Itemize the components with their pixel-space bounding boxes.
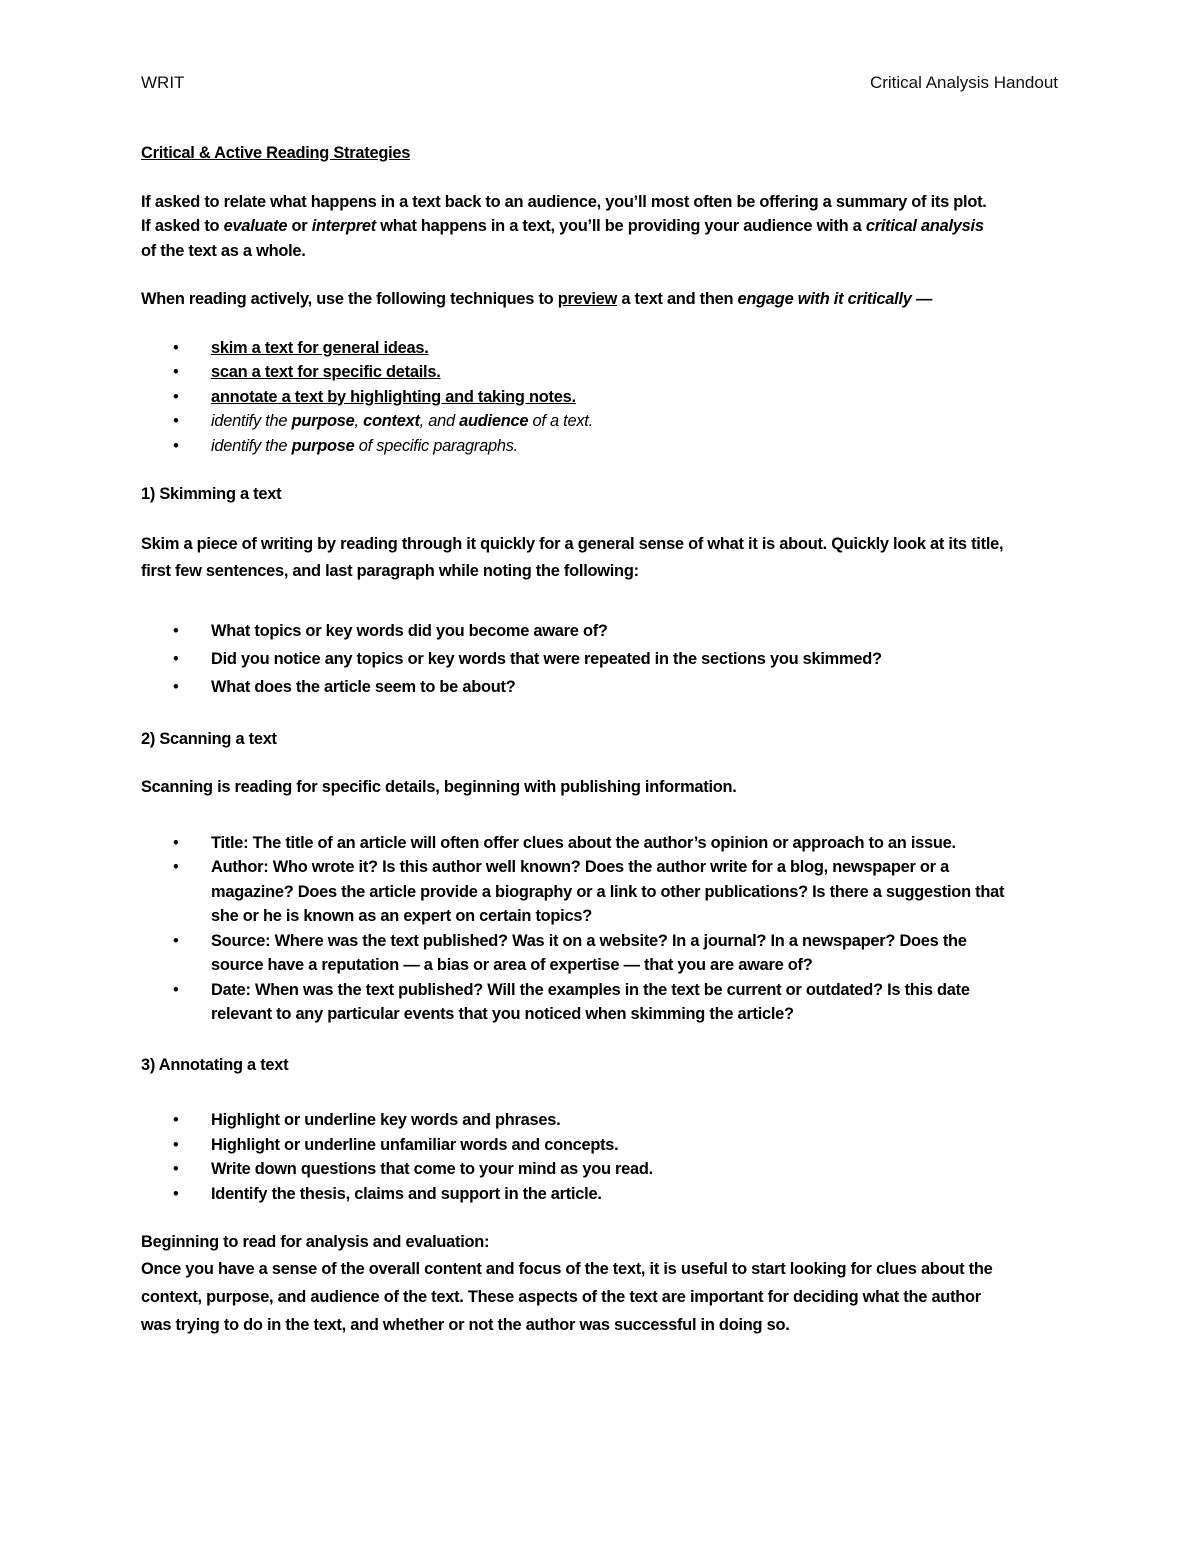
intro-line-3: of the text as a whole. (141, 241, 306, 260)
section-heading-annotating: 3) Annotating a text (141, 1055, 289, 1074)
list-item: • Identify the thesis, claims and support in the article. (173, 1184, 602, 1203)
section-heading-analysis: Beginning to read for analysis and evaluation: (141, 1233, 490, 1251)
list-item: • Highlight or underline key words and phrases. (173, 1111, 561, 1129)
scanning-paragraph: Scanning is reading for specific details, beginning with publishing information. (141, 778, 737, 796)
list-item: • Title: The title of an article will often offer clues about the author’s opinion or approach to an issue. (173, 833, 956, 852)
page-title: Critical & Active Reading Strategies (141, 144, 411, 162)
list-item: • identify the purpose of specific paragraphs. (173, 436, 518, 455)
techniques-list (141, 336, 1061, 459)
analysis-paragraph: Once you have a sense of the overall content and focus of the text, it is useful to start looking for clues about the context, purpose, and audience of the text. These aspects of the text are important for deciding what the author was trying to do in the text, and whether or not the author was successful in doing so. (141, 1259, 993, 1334)
technique-scan-link[interactable]: scan a text for specific details. (211, 363, 441, 381)
scanning-list (141, 831, 1061, 1027)
intro-paragraph (141, 190, 1061, 264)
list-item: • identify the purpose, context, and audience of a text. (173, 412, 593, 430)
header-title: Critical Analysis Handout (869, 73, 1058, 92)
section-heading-skimming: 1) Skimming a text (141, 485, 282, 503)
list-item: • Write down questions that come to your mind as you read. (173, 1160, 653, 1178)
list-item: • Date: When was the text published? Will the examples in the text be current or outdated? Is this date relevant to any particular events that you noticed when skimming the article? (173, 980, 970, 1023)
skimming-paragraph: Skim a piece of writing by reading through it quickly for a general sense of what it is about. Quickly look at its title, first few sentences, and last paragraph while noting the following: (141, 534, 1004, 580)
header-course: WRIT (141, 73, 185, 92)
annotating-list (141, 1108, 1061, 1206)
list-item: • skim a text for general ideas. (173, 338, 429, 357)
techniques-intro: When reading actively, use the following techniques to preview a text and then engage with it critically — (141, 290, 933, 308)
list-item: • scan a text for specific details. (173, 363, 441, 381)
intro-line-1: If asked to relate what happens in a text back to an audience, you’ll most often be offering a summary of its plot. (141, 192, 987, 211)
document-body (141, 141, 1061, 1339)
list-item: • Did you notice any topics or key words that were repeated in the sections you skimmed? (173, 649, 882, 668)
list-item: • What does the article seem to be about? (173, 677, 516, 696)
technique-annotate-link[interactable]: annotate a text by highlighting and taking notes. (211, 387, 576, 406)
list-item: • Author: Who wrote it? Is this author well known? Does the author write for a blog, newspaper or a magazine? Does the article provide a biography or a link to other publications? Is there a suggestion that she or he is known as an expert on certain topics? (173, 858, 1005, 925)
intro-line-2: If asked to evaluate or interpret what happens in a text, you’ll be providing your audience with a critical analysis (141, 217, 984, 235)
list-item: • Source: Where was the text published? Was it on a website? In a journal? In a newspaper? Does the source have a reputation — a bias or area of expertise — that you are aware of? (173, 931, 967, 974)
section-heading-scanning: 2) Scanning a text (141, 729, 277, 748)
list-item: • Highlight or underline unfamiliar words and concepts. (173, 1135, 619, 1154)
list-item: • What topics or key words did you become aware of? (173, 621, 608, 640)
skimming-list (141, 617, 1061, 701)
list-item: • annotate a text by highlighting and taking notes. (173, 387, 576, 406)
technique-skim-link[interactable]: skim a text for general ideas. (211, 338, 429, 357)
